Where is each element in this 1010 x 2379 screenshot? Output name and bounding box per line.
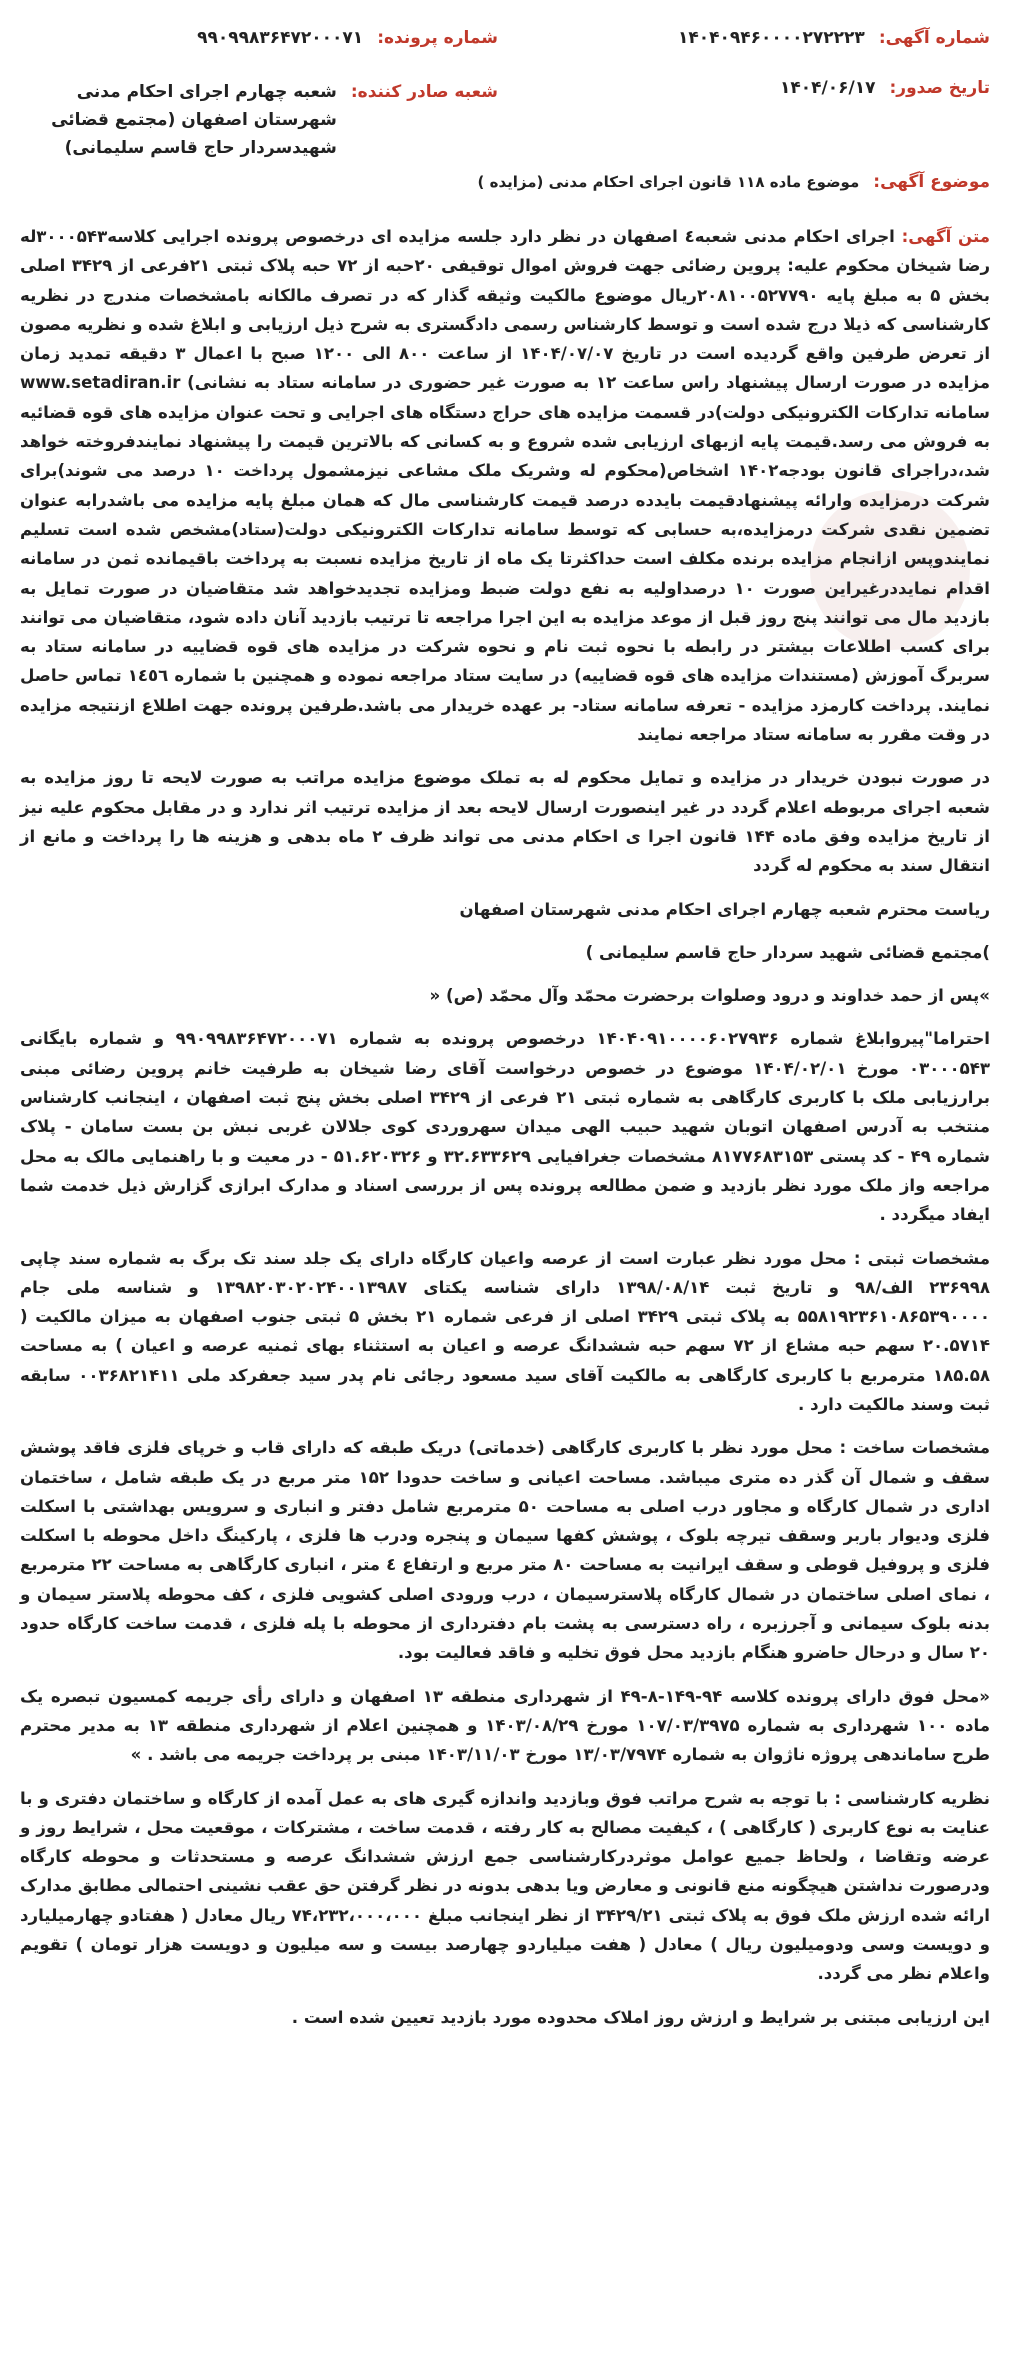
subject-row: [478, 172, 990, 192]
case-number: ۹۹۰۹۹۸۳۶۴۷۲۰۰۰۷۱: [197, 28, 364, 48]
paragraph-10: نظریه کارشناسی : با توجه به شرح مراتب فوق وبازدید واندازه گیری های به عمل آمده از کارگاه و ساختمان دفتری و با عنایت به نوع کاربری ( کارگاهی ) ، کیفیت مصالح به کار رفته ، قدمت ساخت ، مشترکات ، موقعیت محل ، شرایط روز و عرضه وتقاضا ، ولحاظ جمیع عوامل موثردرکارشناسی جمع ارزش ششدانگ عرصه و مستحدثات و محوطه کارگاه ودرصورت نداشتن هیچگونه منع قانونی و معارض ویا بدهی بدونه در نظر گرفتن حق عقب نشینی احتمالی مطابق مدارک ارائه شده ارزش ملک فوق به پلاک ثبتی ۳۴۲۹/۲۱ از نظر اینجانب مبلغ ۷۴،۲۳۲،۰۰۰،۰۰۰ ریال معادل ( هفتادو چهارمیلیارد و دویست وسی ودومیلیون ریال ) معادل ( هفت میلیاردو چهارصد بیست و سه میلیون و دویست هزار تومان ) تقویم واعلام نظر می گردد.: [20, 1788, 990, 1984]
issue-date-row: [780, 78, 990, 98]
case-number-row: [197, 28, 498, 48]
subject: موضوع ماده ۱۱۸ قانون اجرای احکام مدنی (مزایده ): [477, 173, 860, 191]
issue-date-label: تاریخ صدور:: [889, 78, 990, 98]
paragraph-2: در صورت نبودن خریدار در مزایده و تمایل محکوم له به تملک موضوع مزایده مراتب به صورت لایحه تا روز مزایده به شعبه اجرای مربوطه اعلام گردد در غیر اینصورت ارسال لایحه بعد از مزایده ترتیب اثر ندارد و در مقابل محکوم علیه نیز از تاریخ مزایده وفق ماده ۱۴۴ قانون اجرا ی احکام مدنی می تواند ظرف ۲ ماه بدهی و هزینه ها را پرداخت و مانع از انتقال سند به محکوم له گردد: [20, 768, 990, 876]
text-label: متن آگهی:: [901, 227, 990, 246]
issuer-label: شعبه صادر کننده:: [350, 82, 498, 102]
case-number-label: شماره پرونده:: [377, 28, 498, 48]
paragraph-7: مشخصات ثبتی : محل مورد نظر عبارت است از عرصه واعیان کارگاه دارای یک جلد سند تک برگ به شماره سند چاپی ۲۳۶۹۹۸ الف/۹۸ و تاریخ ثبت ۱۳۹۸/۰۸/۱۴ دارای شناسه یکتای ۱۳۹۸۲۰۳۰۲۰۲۴۰۰۱۳۹۸۷ و شناسه ملی جام ۵۵۸۱۹۲۳۶۱۰۸۶۵۳۹۰۰۰۰ به پلاک ثبتی ۳۴۲۹ اصلی از فرعی شماره ۲۱ بخش ۵ ثبتی جنوب اصفهان به میزان مالکیت ( ۲۰.۵۷۱۴ سهم حبه مشاع از ۷۲ سهم حبه ششدانگ عرصه و اعیان به استثناء بهای ثمنیه عرصه و اعیان ) به مساحت ۱۸۵.۵۸ مترمربع با کاربری کارگاهی به مالکیت آقای سید مسعود رجائی نام پدر سید جعفرکد ملی ۰۰۳۶۸۲۱۴۱۱ سابقه ثبت وسند مالکیت دارد .: [20, 1248, 991, 1414]
paragraph-6: احتراما"پیروابلاغ شماره ۱۴۰۴۰۹۱۰۰۰۰۶۰۲۷۹۳۶ درخصوص پرونده به شماره ۹۹۰۹۹۸۳۶۴۷۲۰۰۰۷۱ و شماره بایگانی ۰۳۰۰۰۵۴۳ مورخ ۱۴۰۴/۰۲/۰۱ موضوع در خصوص درخواست آقای رضا شیخان به طرفیت خانم پروین رضائی مبنی برارزیابی ملک با کاربری کارگاهی به شماره ثبتی ۲۱ فرعی از ۳۴۲۹ اصلی بخش پنج ثبت اصفهان ، اینجانب کارشناس منتخب به آدرس اصفهان اتوبان شهید حبیب الهی میدان سهروردی کوی جلالان غربی نبش بن بست سامان - پلاک شماره ۴۹ - کد پستی ۸۱۷۷۶۸۳۱۵۳ مشخصات جغرافیایی ۳۲.۶۳۳۶۲۹ و ۵۱.۶۲۰۳۲۶ - در معیت و با راهنمایی مالک به محل مراجعه واز ملک مورد نظر بازدید و ضمن مطالعه پرونده پس از بررسی اسناد و مدارک ابرازی گزارش ذیل خدمت شما ایفاد میگردد .: [20, 1029, 990, 1225]
paragraph-3: ریاست محترم شعبه چهارم اجرای احکام مدنی شهرستان اصفهان: [459, 899, 990, 919]
paragraph-5: »پس از حمد خداوند و درود وصلوات برحضرت محمّد وآل محمّد (ص) «: [429, 986, 990, 1006]
issuer: شعبه چهارم اجرای احکام مدنی شهرستان اصفهان (مجتمع قضائی شهیدسردار حاج قاسم سلیمانی): [51, 82, 337, 158]
issue-date: ۱۴۰۴/۰۶/۱۷: [780, 78, 876, 98]
issuer-row: [18, 78, 498, 162]
paragraph-11: این ارزیابی مبتنی بر شرایط و ارزش روز املاک محدوده مورد بازدید تعیین شده است .: [291, 2007, 990, 2027]
notice-number-row: [678, 28, 990, 48]
notice-body: [20, 222, 990, 2046]
paragraph-8: مشخصات ساخت : محل مورد نظر با کاربری کارگاهی (خدماتی) دریک طبقه که دارای قاب و خرپای فلزی فاقد پوشش سقف و شمال آن گذر ده متری میباشد. مساحت اعیانی و ساخت حدودا ۱۵۲ متر مربع در یک طبقه شامل ، ساختمان اداری در شمال کارگاه و مجاور درب اصلی به مساحت ۵۰ مترمربع شامل دفتر و انباری و سرویس بهداشتی با اسکلت فلزی ودیوار باربر وسقف تیرچه بلوک ، پوشش کفها سیمان و پنجره ودرب ها فلزی ، پارکینگ داخل محوطه با اسکلت فلزی و پروفیل قوطی و سقف ایرانیت به مساحت ۸۰ متر مربع و ارتفاع ٤ متر ، انباری کارگاهی به مساحت ۲۲ مترمربع ، نمای اصلی ساختمان در شمال کارگاه پلاسترسیمان ، درب ورودی اصلی کشویی فلزی ، کف محوطه پلاستر سیمان و بدنه بلوک سیمانی و آجرزبره ، راه دسترسی به پشت بام دفترداری از محوطه با پله فلزی ، قدمت ساخت کارگاه حدود ۲۰ سال و درحال حاضرو هنگام بازدید محل فوق تخلیه و فاقد فعالیت بود.: [20, 1438, 991, 1663]
paragraph-9: «محل فوق دارای پرونده کلاسه ۹۴-۱۴۹-۸-۴۹ از شهرداری منطقه ۱۳ اصفهان و دارای رأی جریمه کمسیون تبصره یک ماده ۱۰۰ شهرداری به شماره ۱۰۷/۰۳/۳۹۷۵ مورخ ۱۴۰۳/۰۸/۲۹ و همچنین اعلام از شهرداری منطقه ۱۳ به مدیر محترم طرح ساماندهی پروژه ناژوان به شماره ۱۳/۰۳/۷۹۷۴ مورخ ۱۴۰۳/۱۱/۰۳ مبنی بر پرداخت جریمه می باشد . »: [20, 1686, 991, 1765]
paragraph-4: )مجتمع قضائی شهید سردار حاج قاسم سلیمانی ): [585, 942, 990, 962]
subject-label: موضوع آگهی:: [873, 172, 990, 192]
notice-number-label: شماره آگهی:: [878, 28, 990, 48]
paragraph-auction-details: [20, 222, 990, 749]
paragraph-1-text: اجرای احکام مدنی شعبه٤ اصفهان در نظر دارد جلسه مزایده ای درخصوص پرونده اجرایی کلاسه۳۰۰۰۵۴۳له رضا شیخان محکوم علیه: پروین رضائی جهت فروش اموال توقیفی ۲۰حبه از ۷۲ حبه پلاک ثبتی ۲۱فرعی از ۳۴۲۹ اصلی بخش ۵ به مبلغ پایه ۲۰۸۱۰۰۵۲۷۷۹۰ریال موضوع مالکیت وثیقه گذار که در تصرف مالکانه بامشخصات مندرج در نظریه کارشناسی که ذیلا درج شده است و توسط کارشناس رسمی دادگستری به شرح ذیل ارزیابی و ابلاغ شده و نظریه مصون از تعرض طرفین واقع گردیده است در تاریخ ۱۴۰۴/۰۷/۰۷ از ساعت ۸۰۰ الی ۱۲۰۰ صبح با اعمال ۳ دقیقه تمدید زمان مزایده در صورت ارسال پیشنهاد راس ساعت ۱۲ به صورت غیر حضوری در سامانه ستاد به نشانی) www.setadiran.ir سامانه تدارکات الکترونیکی دولت)در قسمت مزایده های حراج دستگاه های اجرایی و تحت عنوان مزایده های قوه قضائیه به فروش می رسد.قیمت پایه ازبهای ارزیابی شده شروع و به کسانی که بالاترین قیمت را پیشنهاد نمایندفروخته خواهد شد،دراجرای قانون بودجه۱۴۰۲ اشخاص(محکوم له وشریک ملک مشاعی نیزمشمول پرداخت ۱۰ درصد می شوند)برای شرکت درمزایده وارائه پیشنهادقیمت بایدده درصد قیمت کارشناسی مال که همان مبلغ پایه مزایده می باشدرابه عنوان تضمین نقدی شرکت درمزایده،به حسابی که توسط سامانه تدارکات الکترونیکی دولت(ستاد)مشخص شده است تسلیم نمایندوپس ازانجام مزایده برنده مکلف است حداکثرتا یک ماه از تاریخ مزایده نسبت به پرداخت باقیمانده ثمن در سامانه اقدام نمایددرغیراین صورت ۱۰ درصداولیه به نفع دولت ضبط ومزایده تجدیدخواهد شد متقاضیان در صورت تمایل به بازدید مال می توانند پنج روز قبل از موعد مزایده به این اجرا مراجعه تا ترتیب بازدید آنان داده شود، متقاضیان می توانند برای کسب اطلاعات بیشتر در رابطه با نحوه ثبت نام و نحوه شرکت در مزایده های قوه قضاییه در سامانه ستاد به سربرگ آموزش (مستندات مزایده های قوه قضاییه) در سایت ستاد مراجعه نموده و همچنین با شماره ۱٤٥٦ تماس حاصل نمایند. پرداخت کارمزد مزایده - تعرفه سامانه ستاد- بر عهده خریدار می باشد.طرفین پرونده جهت اطلاع ازنتیجه مزایده در وقت مقرر به سامانه ستاد مراجعه نمایند: [20, 227, 991, 745]
notice-number: ۱۴۰۴۰۹۴۶۰۰۰۰۲۷۲۲۲۳: [678, 28, 865, 48]
